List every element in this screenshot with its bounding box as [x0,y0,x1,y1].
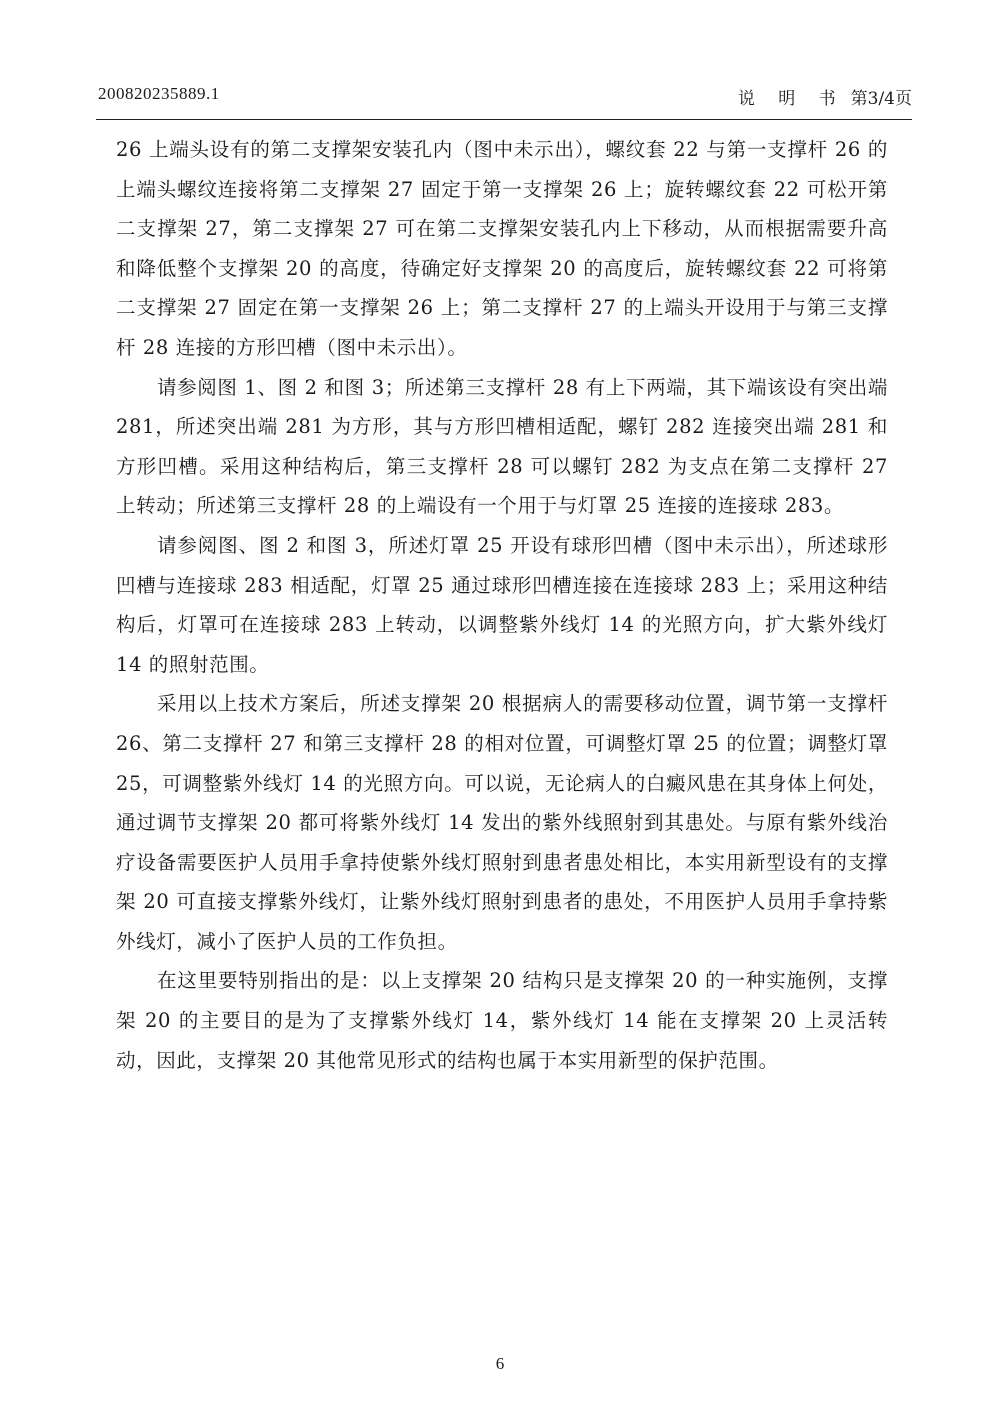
paragraph-2: 请参阅图 1、图 2 和图 3；所述第三支撑杆 28 有上下两端，其下端该设有突出端 281，所述突出端 281 为方形，其与方形凹槽相适配，螺钉 282 连接突出端 281 和方形凹槽。采用这种结构后，第三支撑杆 28 可以螺钉 282 为支点在第二支撑杆 27 上转动；所述第三支撑杆 28 的上端设有一个用于与灯罩 25 连接的连接球 283。 [116,375,888,518]
paragraph-1: 26 上端头设有的第二支撑架安装孔内（图中未示出），螺纹套 22 与第一支撑杆 26 的上端头螺纹连接将第二支撑架 27 固定于第一支撑架 26 上；旋转螺纹套 22 可松开第二支撑架 27，第二支撑架 27 可在第二支撑架安装孔内上下移动，从而根据需要升高和降低整个支撑架 20 的高度，待确定好支撑架 20 的高度后，旋转螺纹套 22 可将第二支撑架 27 固定在第一支撑架 26 上；第二支撑杆 27 的上端头开设用于与第三支撑杆 28 连接的方形凹槽（图中未示出）。 [116,138,888,359]
page-header [98,84,912,114]
page-info: 第3/4页 [850,89,912,109]
paragraph-4: 采用以上技术方案后，所述支撑架 20 根据病人的需要移动位置，调节第一支撑杆 26、第二支撑杆 27 和第三支撑杆 28 的相对位置，可调整灯罩 25 的位置；调整灯罩 25，可调整紫外线灯 14 的光照方向。可以说，无论病人的白癜风患在其身体上何处，通过调节支撑架 20 都可将紫外线灯 14 发出的紫外线照射到其患处。与原有紫外线治疗设备需要医护人员用手拿持使紫外线灯照射到患者患处相比，本实用新型设有的支撑架 20 可直接支撑紫外线灯，让紫外线灯照射到患者的患处，不用医护人员用手拿持紫外线灯，减小了医护人员的工作负担。 [116,692,888,953]
document-number: 200820235889.1 [98,84,220,103]
document-body [116,130,888,1080]
header-right [738,84,912,109]
paragraph-5: 在这里要特别指出的是：以上支撑架 20 结构只是支撑架 20 的一种实施例，支撑架 20 的主要目的是为了支撑紫外线灯 14，紫外线灯 14 能在支撑架 20 上灵活转动，因此，支撑架 20 其他常见形式的结构也属于本实用新型的保护范围。 [116,969,888,1072]
page-number: 6 [495,1354,505,1373]
header-rule [96,119,912,120]
paragraph-3: 请参阅图、图 2 和图 3，所述灯罩 25 开设有球形凹槽（图中未示出），所述球形凹槽与连接球 283 相适配，灯罩 25 通过球形凹槽连接在连接球 283 上；采用这种结构后，灯罩可在连接球 283 上转动，以调整紫外线灯 14 的光照方向，扩大紫外线灯 14 的照射范围。 [116,533,888,676]
document-type: 说 明 书 [737,89,845,109]
